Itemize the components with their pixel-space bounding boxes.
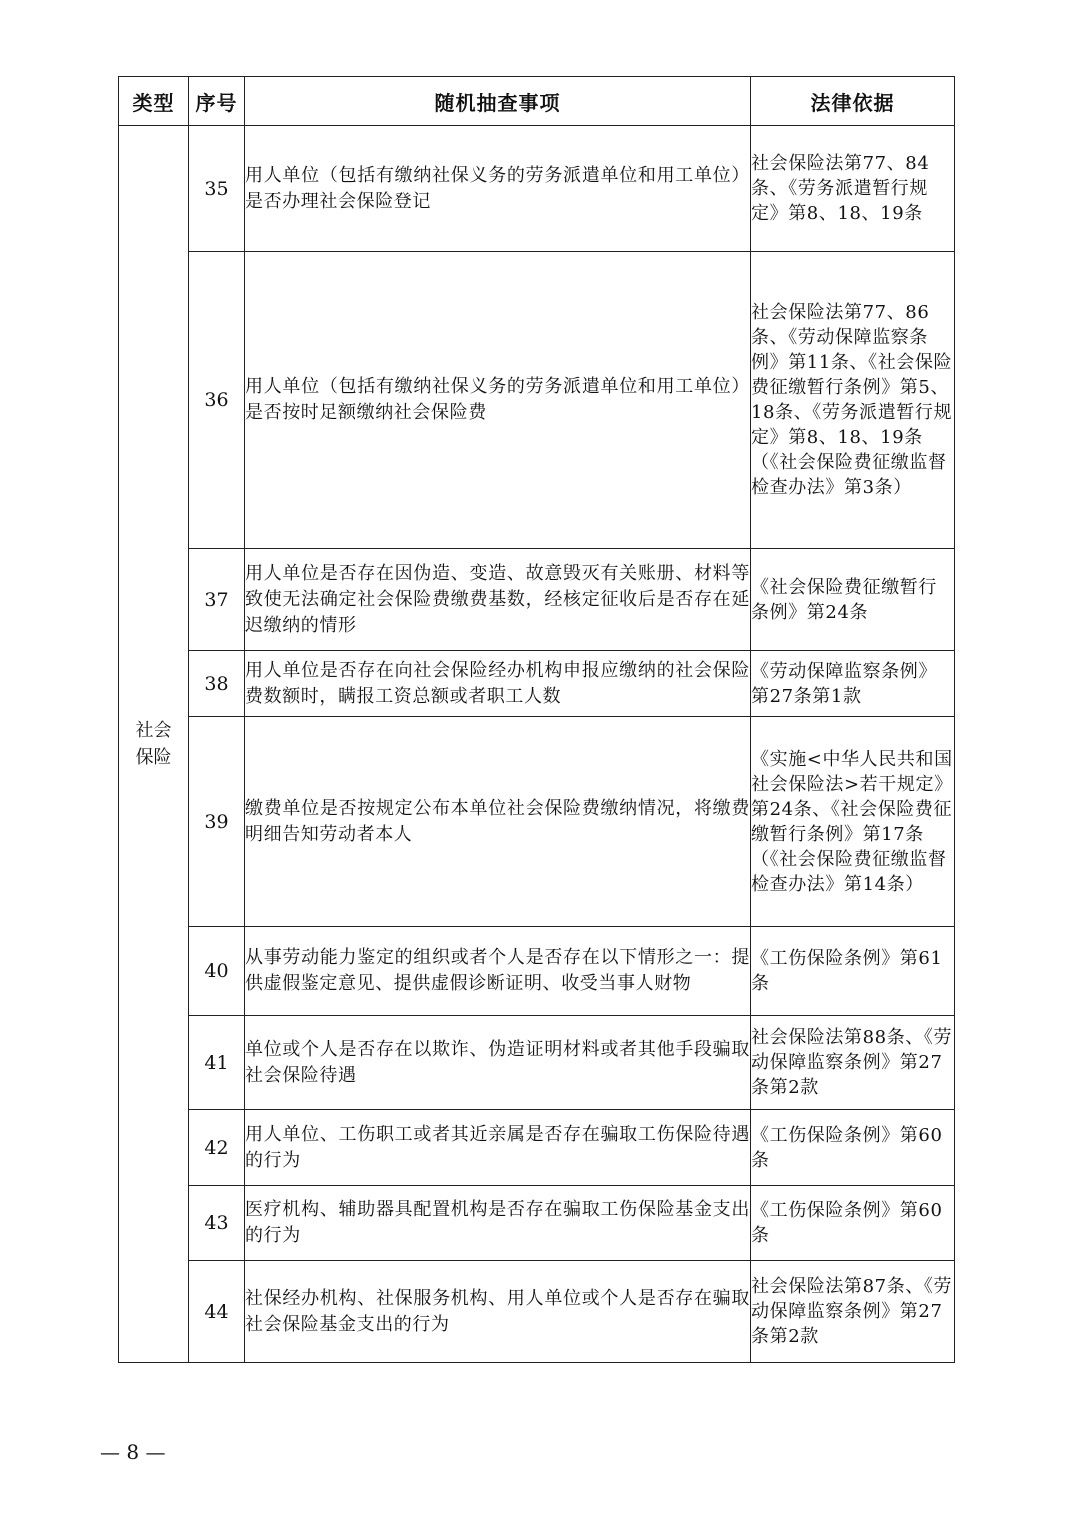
table-row xyxy=(119,927,955,1016)
row-item: 从事劳动能力鉴定的组织或者个人是否存在以下情形之一：提供虚假鉴定意见、提供虚假诊断证明、收受当事人财物 xyxy=(245,927,751,1016)
table-row xyxy=(119,1261,955,1363)
row-number: 40 xyxy=(189,927,245,1016)
table-row xyxy=(119,126,955,252)
row-item: 用人单位（包括有缴纳社保义务的劳务派遣单位和用工单位）是否按时足额缴纳社会保险费 xyxy=(245,252,751,549)
table-row xyxy=(119,717,955,927)
row-item: 单位或个人是否存在以欺诈、伪造证明材料或者其他手段骗取社会保险待遇 xyxy=(245,1016,751,1110)
row-legal-basis: 社会保险法第77、84条、《劳务派遣暂行规定》第8、18、19条 xyxy=(751,126,955,252)
row-legal-basis: 社会保险法第88条、《劳动保障监察条例》第27条第2款 xyxy=(751,1016,955,1110)
row-number: 44 xyxy=(189,1261,245,1363)
row-item: 缴费单位是否按规定公布本单位社会保险费缴纳情况，将缴费明细告知劳动者本人 xyxy=(245,717,751,927)
row-number: 41 xyxy=(189,1016,245,1110)
row-number: 37 xyxy=(189,549,245,651)
row-legal-basis: 《工伤保险条例》第60条 xyxy=(751,1110,955,1186)
header-legal-basis: 法律依据 xyxy=(751,77,955,126)
row-legal-basis: 《工伤保险条例》第60条 xyxy=(751,1186,955,1261)
table-row xyxy=(119,1110,955,1186)
row-legal-basis: 《劳动保障监察条例》第27条第1款 xyxy=(751,651,955,717)
row-item: 用人单位是否存在向社会保险经办机构申报应缴纳的社会保险费数额时，瞒报工资总额或者职工人数 xyxy=(245,651,751,717)
category-cell xyxy=(119,126,189,1363)
row-number: 43 xyxy=(189,1186,245,1261)
inspection-table xyxy=(118,76,955,1363)
table-row xyxy=(119,1016,955,1110)
header-item: 随机抽查事项 xyxy=(245,77,751,126)
table-row xyxy=(119,1186,955,1261)
row-legal-basis: 《社会保险费征缴暂行条例》第24条 xyxy=(751,549,955,651)
row-item: 用人单位（包括有缴纳社保义务的劳务派遣单位和用工单位）是否办理社会保险登记 xyxy=(245,126,751,252)
row-item: 医疗机构、辅助器具配置机构是否存在骗取工伤保险基金支出的行为 xyxy=(245,1186,751,1261)
row-item: 用人单位是否存在因伪造、变造、故意毁灭有关账册、材料等致使无法确定社会保险费缴费基数，经核定征收后是否存在延迟缴纳的情形 xyxy=(245,549,751,651)
row-number: 36 xyxy=(189,252,245,549)
row-legal-basis: 《实施<中华人民共和国社会保险法>若干规定》第24条、《社会保险费征缴暂行条例》第17条（《社会保险费征缴监督检查办法》第14条） xyxy=(751,717,955,927)
row-item: 社保经办机构、社保服务机构、用人单位或个人是否存在骗取社会保险基金支出的行为 xyxy=(245,1261,751,1363)
header-number: 序号 xyxy=(189,77,245,126)
row-legal-basis: 社会保险法第87条、《劳动保障监察条例》第27条第2款 xyxy=(751,1261,955,1363)
row-number: 38 xyxy=(189,651,245,717)
row-legal-basis: 社会保险法第77、86条、《劳动保障监察条例》第11条、《社会保险费征缴暂行条例》第5、18条、《劳务派遣暂行规定》第8、18、19条（《社会保险费征缴监督检查办法》第3条） xyxy=(751,252,955,549)
table-row xyxy=(119,549,955,651)
row-number: 39 xyxy=(189,717,245,927)
row-number: 35 xyxy=(189,126,245,252)
page-number: — 8 — xyxy=(100,1440,166,1464)
table-row xyxy=(119,651,955,717)
category-label: 社会 保险 xyxy=(135,720,172,768)
table-row xyxy=(119,252,955,549)
header-row xyxy=(119,77,955,126)
row-item: 用人单位、工伤职工或者其近亲属是否存在骗取工伤保险待遇的行为 xyxy=(245,1110,751,1186)
row-legal-basis: 《工伤保险条例》第61条 xyxy=(751,927,955,1016)
header-type: 类型 xyxy=(119,77,189,126)
row-number: 42 xyxy=(189,1110,245,1186)
